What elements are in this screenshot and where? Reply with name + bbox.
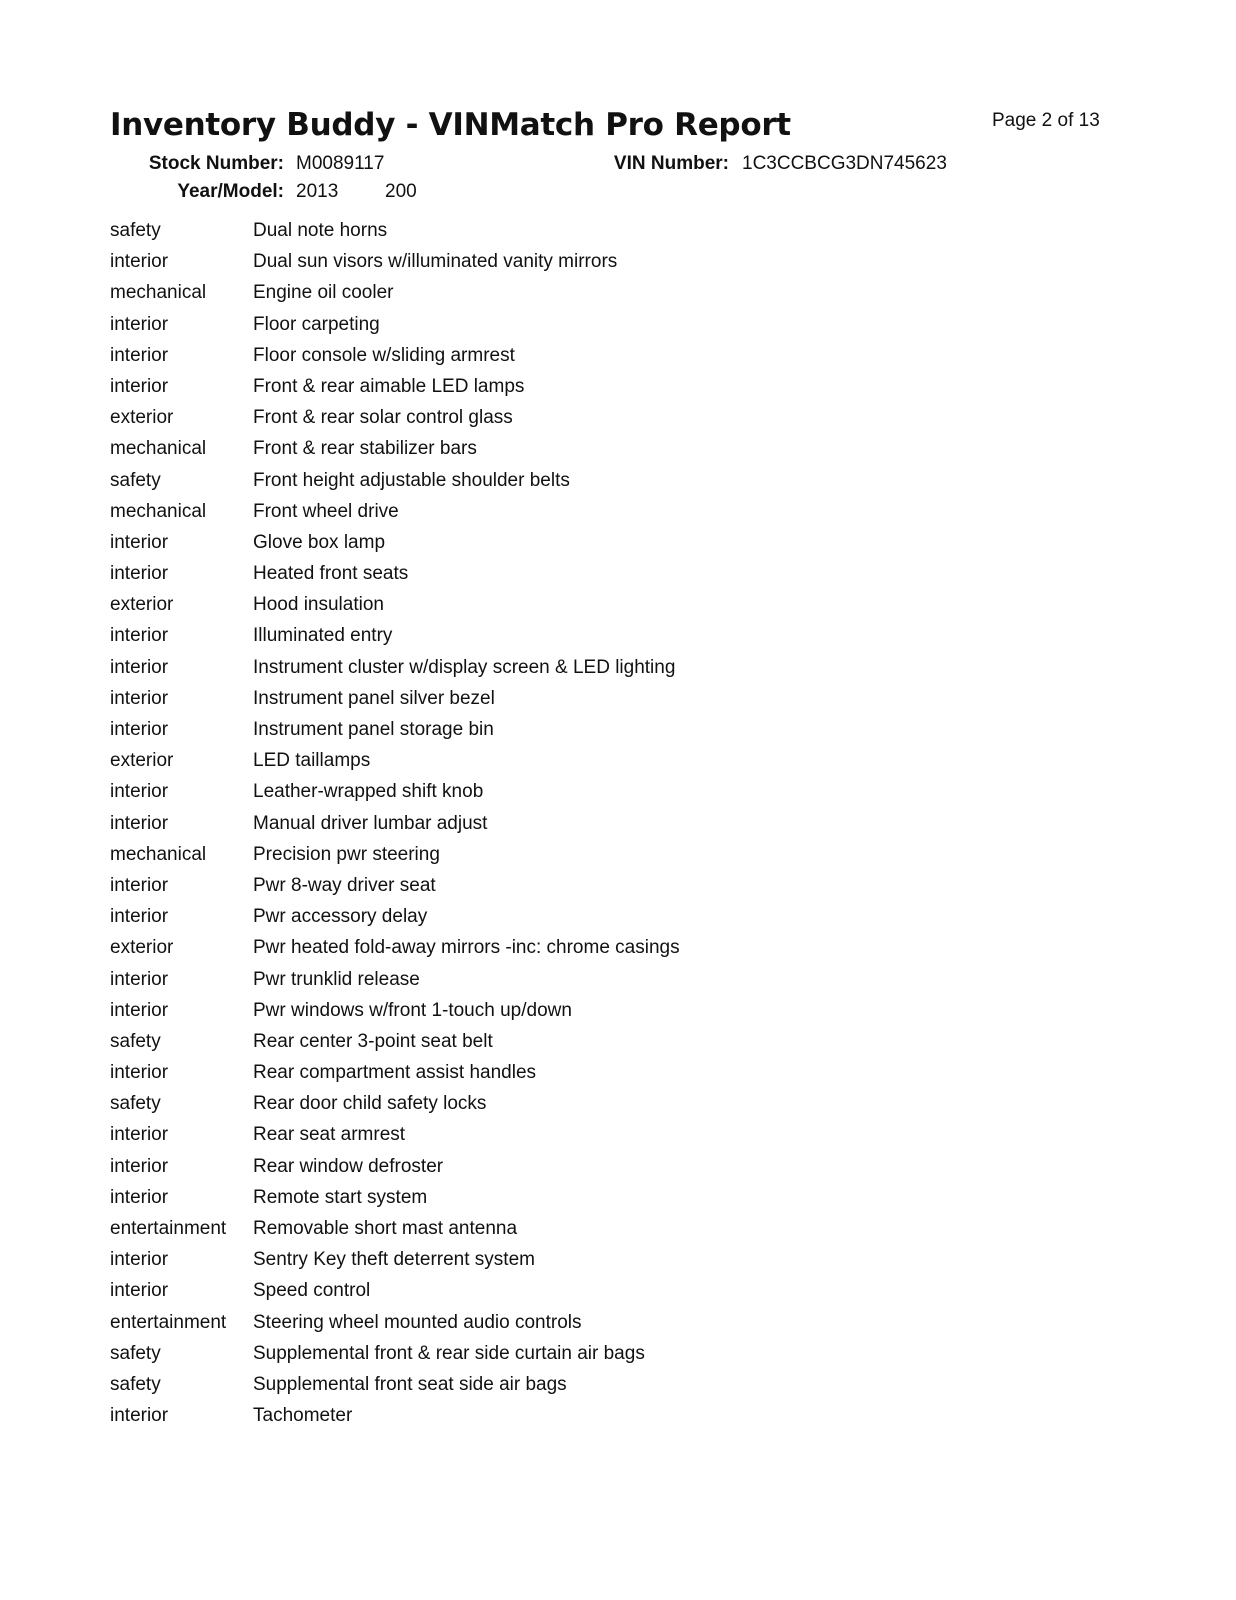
item-category: interior <box>110 563 169 585</box>
item-category: interior <box>110 344 169 366</box>
list-item <box>110 936 910 967</box>
list-item <box>110 874 910 905</box>
list-item <box>110 250 910 281</box>
item-feature: Sentry Key theft deterrent system <box>253 1249 535 1271</box>
item-category: interior <box>110 1155 169 1177</box>
year-model-label: Year/Model: <box>177 181 284 202</box>
list-item <box>110 656 910 687</box>
list-item <box>110 1186 910 1217</box>
stock-number-value: M0089117 <box>296 153 385 174</box>
item-category: interior <box>110 625 169 647</box>
list-item <box>110 313 910 344</box>
item-category: interior <box>110 251 169 273</box>
feature-list <box>110 219 910 1435</box>
list-item <box>110 437 910 468</box>
list-item <box>110 999 910 1030</box>
list-item <box>110 1404 910 1435</box>
list-item <box>110 1092 910 1123</box>
item-category: interior <box>110 812 169 834</box>
list-item <box>110 281 910 312</box>
item-feature: Rear center 3-point seat belt <box>253 1030 493 1052</box>
list-item <box>110 812 910 843</box>
item-category: mechanical <box>110 843 207 865</box>
item-category: interior <box>110 656 169 678</box>
list-item <box>110 344 910 375</box>
item-feature: Front wheel drive <box>253 500 399 522</box>
list-item <box>110 1030 910 1061</box>
model-value: 200 <box>385 181 417 202</box>
item-feature: Floor carpeting <box>253 313 380 335</box>
item-feature: Steering wheel mounted audio controls <box>253 1311 582 1333</box>
item-feature: Rear seat armrest <box>253 1124 406 1146</box>
list-item <box>110 1217 910 1248</box>
list-item <box>110 624 910 655</box>
item-category: mechanical <box>110 282 207 304</box>
item-feature: Remote start system <box>253 1186 428 1208</box>
list-item <box>110 905 910 936</box>
list-item <box>110 219 910 250</box>
list-item <box>110 1155 910 1186</box>
item-feature: Hood insulation <box>253 594 384 616</box>
item-feature: Instrument cluster w/display screen & LED lighting <box>253 656 676 678</box>
list-item <box>110 687 910 718</box>
item-feature: Front & rear stabilizer bars <box>253 438 477 460</box>
item-feature: Rear window defroster <box>253 1155 444 1177</box>
vin-number-value: 1C3CCBCG3DN745623 <box>742 153 947 174</box>
list-item <box>110 1248 910 1279</box>
list-item <box>110 562 910 593</box>
item-category: interior <box>110 531 169 553</box>
list-item <box>110 1061 910 1092</box>
item-category: entertainment <box>110 1218 227 1239</box>
list-item <box>110 469 910 500</box>
item-category: safety <box>110 220 161 241</box>
item-feature: Dual note horns <box>253 220 388 241</box>
item-feature: Pwr accessory delay <box>253 906 428 928</box>
item-category: exterior <box>110 407 174 429</box>
item-category: safety <box>110 469 161 491</box>
item-feature: Supplemental front seat side air bags <box>253 1373 567 1395</box>
item-category: interior <box>110 1249 169 1271</box>
item-category: entertainment <box>110 1311 227 1333</box>
item-category: interior <box>110 1124 169 1146</box>
report-title: Inventory Buddy - VINMatch Pro Report <box>110 107 791 143</box>
item-category: interior <box>110 1186 169 1208</box>
item-category: interior <box>110 1405 169 1427</box>
list-item <box>110 780 910 811</box>
item-feature: Speed control <box>253 1280 371 1302</box>
item-feature: Illuminated entry <box>253 625 393 647</box>
item-category: safety <box>110 1342 161 1364</box>
list-item <box>110 749 910 780</box>
list-item <box>110 375 910 406</box>
item-feature: Front & rear aimable LED lamps <box>253 375 525 397</box>
item-category: safety <box>110 1373 161 1395</box>
item-feature: Floor console w/sliding armrest <box>253 344 515 366</box>
item-feature: Front & rear solar control glass <box>253 407 513 429</box>
item-category: exterior <box>110 594 174 616</box>
list-item <box>110 968 910 999</box>
item-category: interior <box>110 719 169 740</box>
item-feature: Precision pwr steering <box>253 843 440 865</box>
vin-number-label: VIN Number: <box>613 153 729 174</box>
item-feature: Pwr trunklid release <box>253 968 420 990</box>
item-category: interior <box>110 1280 169 1302</box>
item-category: mechanical <box>110 438 207 460</box>
item-category: safety <box>110 1030 161 1052</box>
list-item <box>110 1311 910 1342</box>
item-feature: Instrument panel storage bin <box>253 719 494 740</box>
item-category: interior <box>110 375 169 397</box>
item-category: interior <box>110 999 169 1021</box>
item-category: interior <box>110 687 169 709</box>
list-item <box>110 1279 910 1310</box>
item-category: mechanical <box>110 500 207 522</box>
item-category: interior <box>110 874 169 896</box>
item-category: safety <box>110 1093 161 1115</box>
item-category: exterior <box>110 750 174 772</box>
list-item <box>110 1373 910 1404</box>
list-item <box>110 593 910 624</box>
item-feature: Dual sun visors w/illuminated vanity mirrors <box>253 251 618 273</box>
stock-number-label: Stock Number: <box>148 153 284 174</box>
list-item <box>110 531 910 562</box>
item-category: interior <box>110 968 169 990</box>
list-item <box>110 1123 910 1154</box>
item-feature: Tachometer <box>253 1405 353 1427</box>
item-feature: Pwr windows w/front 1-touch up/down <box>253 999 572 1021</box>
list-item <box>110 406 910 437</box>
year-value: 2013 <box>296 181 339 202</box>
item-feature: Rear compartment assist handles <box>253 1062 537 1084</box>
item-feature: Leather-wrapped shift knob <box>253 781 484 803</box>
item-feature: Glove box lamp <box>253 531 386 553</box>
item-feature: Supplemental front & rear side curtain air bags <box>253 1342 645 1364</box>
list-item <box>110 843 910 874</box>
item-feature: LED taillamps <box>253 750 371 772</box>
item-category: interior <box>110 781 169 803</box>
item-feature: Front height adjustable shoulder belts <box>253 469 570 491</box>
item-feature: Pwr heated fold-away mirrors -inc: chrome casings <box>253 937 680 959</box>
item-category: exterior <box>110 937 174 959</box>
page-number: Page 2 of 13 <box>992 110 1100 131</box>
list-item <box>110 1342 910 1373</box>
item-category: interior <box>110 1062 169 1084</box>
item-category: interior <box>110 313 169 335</box>
item-feature: Pwr 8-way driver seat <box>253 874 436 896</box>
item-feature: Heated front seats <box>253 563 409 585</box>
item-feature: Manual driver lumbar adjust <box>253 812 488 834</box>
item-feature: Instrument panel silver bezel <box>253 687 495 709</box>
item-feature: Engine oil cooler <box>253 282 394 304</box>
list-item <box>110 500 910 531</box>
item-category: interior <box>110 906 169 928</box>
list-item <box>110 718 910 749</box>
item-feature: Rear door child safety locks <box>253 1093 487 1115</box>
item-feature: Removable short mast antenna <box>253 1218 518 1239</box>
